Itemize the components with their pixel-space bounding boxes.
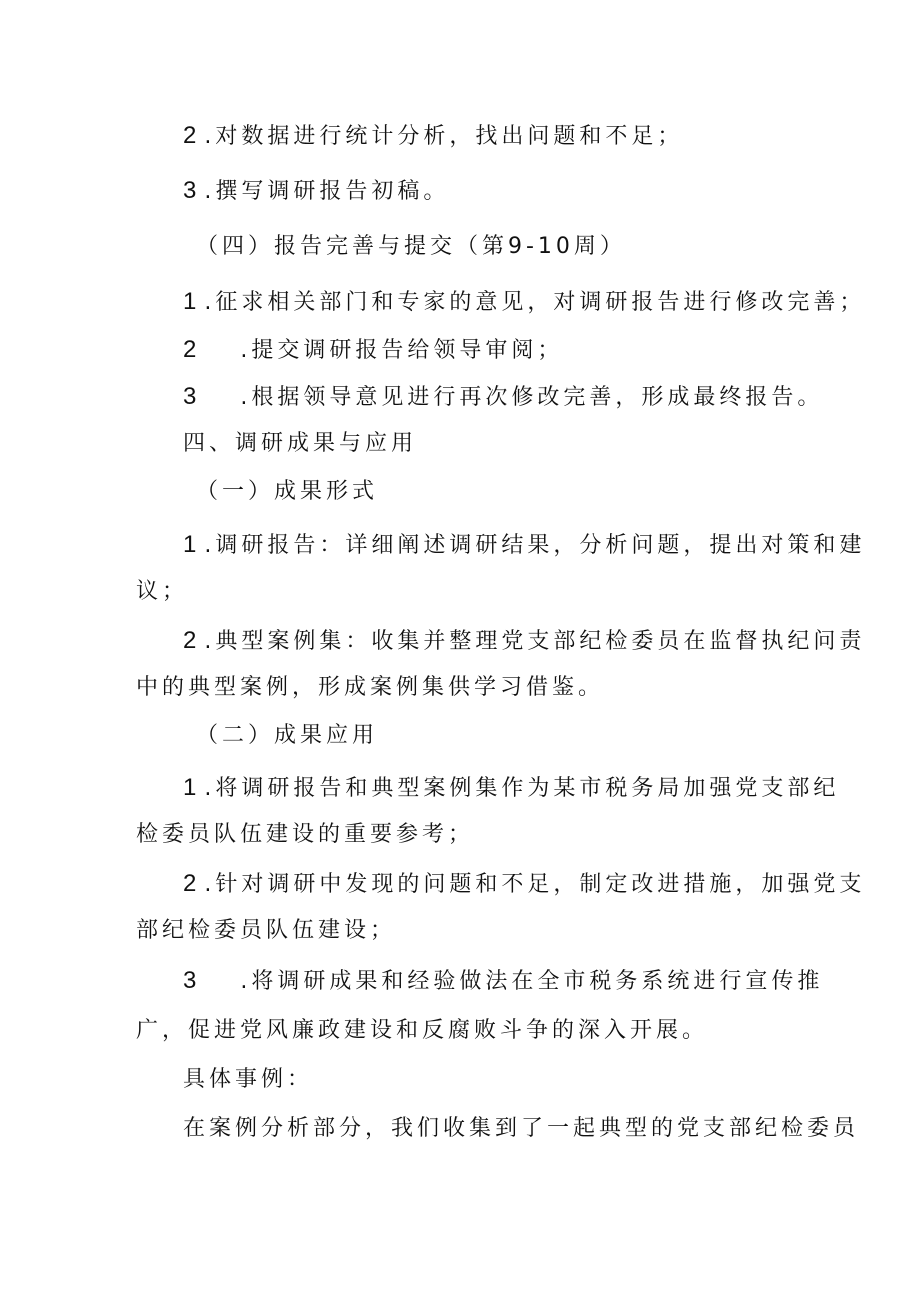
list-item-2-improvement-measures (183, 869, 865, 900)
section-heading-2-result-application (196, 721, 378, 751)
list-item-1-solicit-opinions (183, 287, 865, 318)
item-number: 3 (183, 967, 197, 994)
item-text: .调研报告：详细阐述调研结果，分析问题，提出对策和建 (204, 533, 866, 558)
list-item-1-reference (183, 773, 839, 804)
item-text: 广，促进党风廉政建设和反腐败斗争的深入开展。 (136, 1018, 709, 1043)
subheading-specific-example (183, 1065, 313, 1095)
section-heading-1-result-forms (196, 477, 378, 507)
continuation-line (136, 820, 474, 850)
item-text: .提交调研报告给领导审阅； (240, 338, 564, 363)
item-text: .征求相关部门和专家的意见，对调研报告进行修改完善； (204, 290, 866, 315)
item-number: 2 (183, 627, 197, 654)
list-item-2-submit-report (183, 335, 563, 366)
item-text: 部纪检委员队伍建设； (136, 918, 397, 943)
list-item-1-research-report (183, 530, 865, 561)
chapter-heading-4-results (183, 429, 417, 459)
item-text: .针对调研中发现的问题和不足，制定改进措施，加强党支 (204, 872, 866, 897)
item-number: 3 (183, 383, 197, 410)
item-number: 1 (183, 531, 197, 558)
heading-text: （四）报告完善与提交（第9-10周） (196, 234, 626, 259)
list-item-3-final-report (183, 382, 823, 413)
item-text: 检委员队伍建设的重要参考； (136, 822, 475, 847)
item-number: 2 (183, 870, 197, 897)
section-heading-4-report-refinement (196, 232, 626, 262)
heading-text: 具体事例： (183, 1067, 314, 1092)
heading-text: 四、调研成果与应用 (183, 431, 418, 456)
continuation-line (136, 1016, 708, 1046)
continuation-line (136, 916, 396, 946)
item-text: 议； (136, 579, 189, 604)
heading-text: （二）成果应用 (196, 723, 379, 748)
item-number: 2 (183, 122, 197, 149)
item-text: .将调研成果和经验做法在全市税务系统进行宣传推 (240, 969, 824, 994)
item-number: 1 (183, 288, 197, 315)
continuation-line (136, 577, 188, 607)
list-item-2-statistics (183, 121, 683, 152)
item-number: 1 (183, 774, 197, 801)
list-item-2-case-collection (183, 626, 865, 657)
item-text: .将调研报告和典型案例集作为某市税务局加强党支部纪 (204, 776, 840, 801)
item-text: .对数据进行统计分析，找出问题和不足； (204, 124, 684, 149)
item-number: 3 (183, 177, 197, 204)
heading-text: （一）成果形式 (196, 479, 379, 504)
item-text: .撰写调研报告初稿。 (204, 179, 450, 204)
item-text: .典型案例集：收集并整理党支部纪检委员在监督执纪问责 (204, 629, 866, 654)
continuation-line (136, 673, 604, 703)
item-text: .根据领导意见进行再次修改完善，形成最终报告。 (240, 385, 824, 410)
item-text: 中的典型案例，形成案例集供学习借鉴。 (136, 675, 605, 700)
paragraph-case-analysis (183, 1114, 859, 1144)
item-number: 2 (183, 336, 197, 363)
paragraph-text: 在案例分析部分，我们收集到了一起典型的党支部纪检委员 (183, 1116, 860, 1141)
list-item-3-draft (183, 176, 449, 207)
list-item-3-promotion (183, 966, 823, 997)
